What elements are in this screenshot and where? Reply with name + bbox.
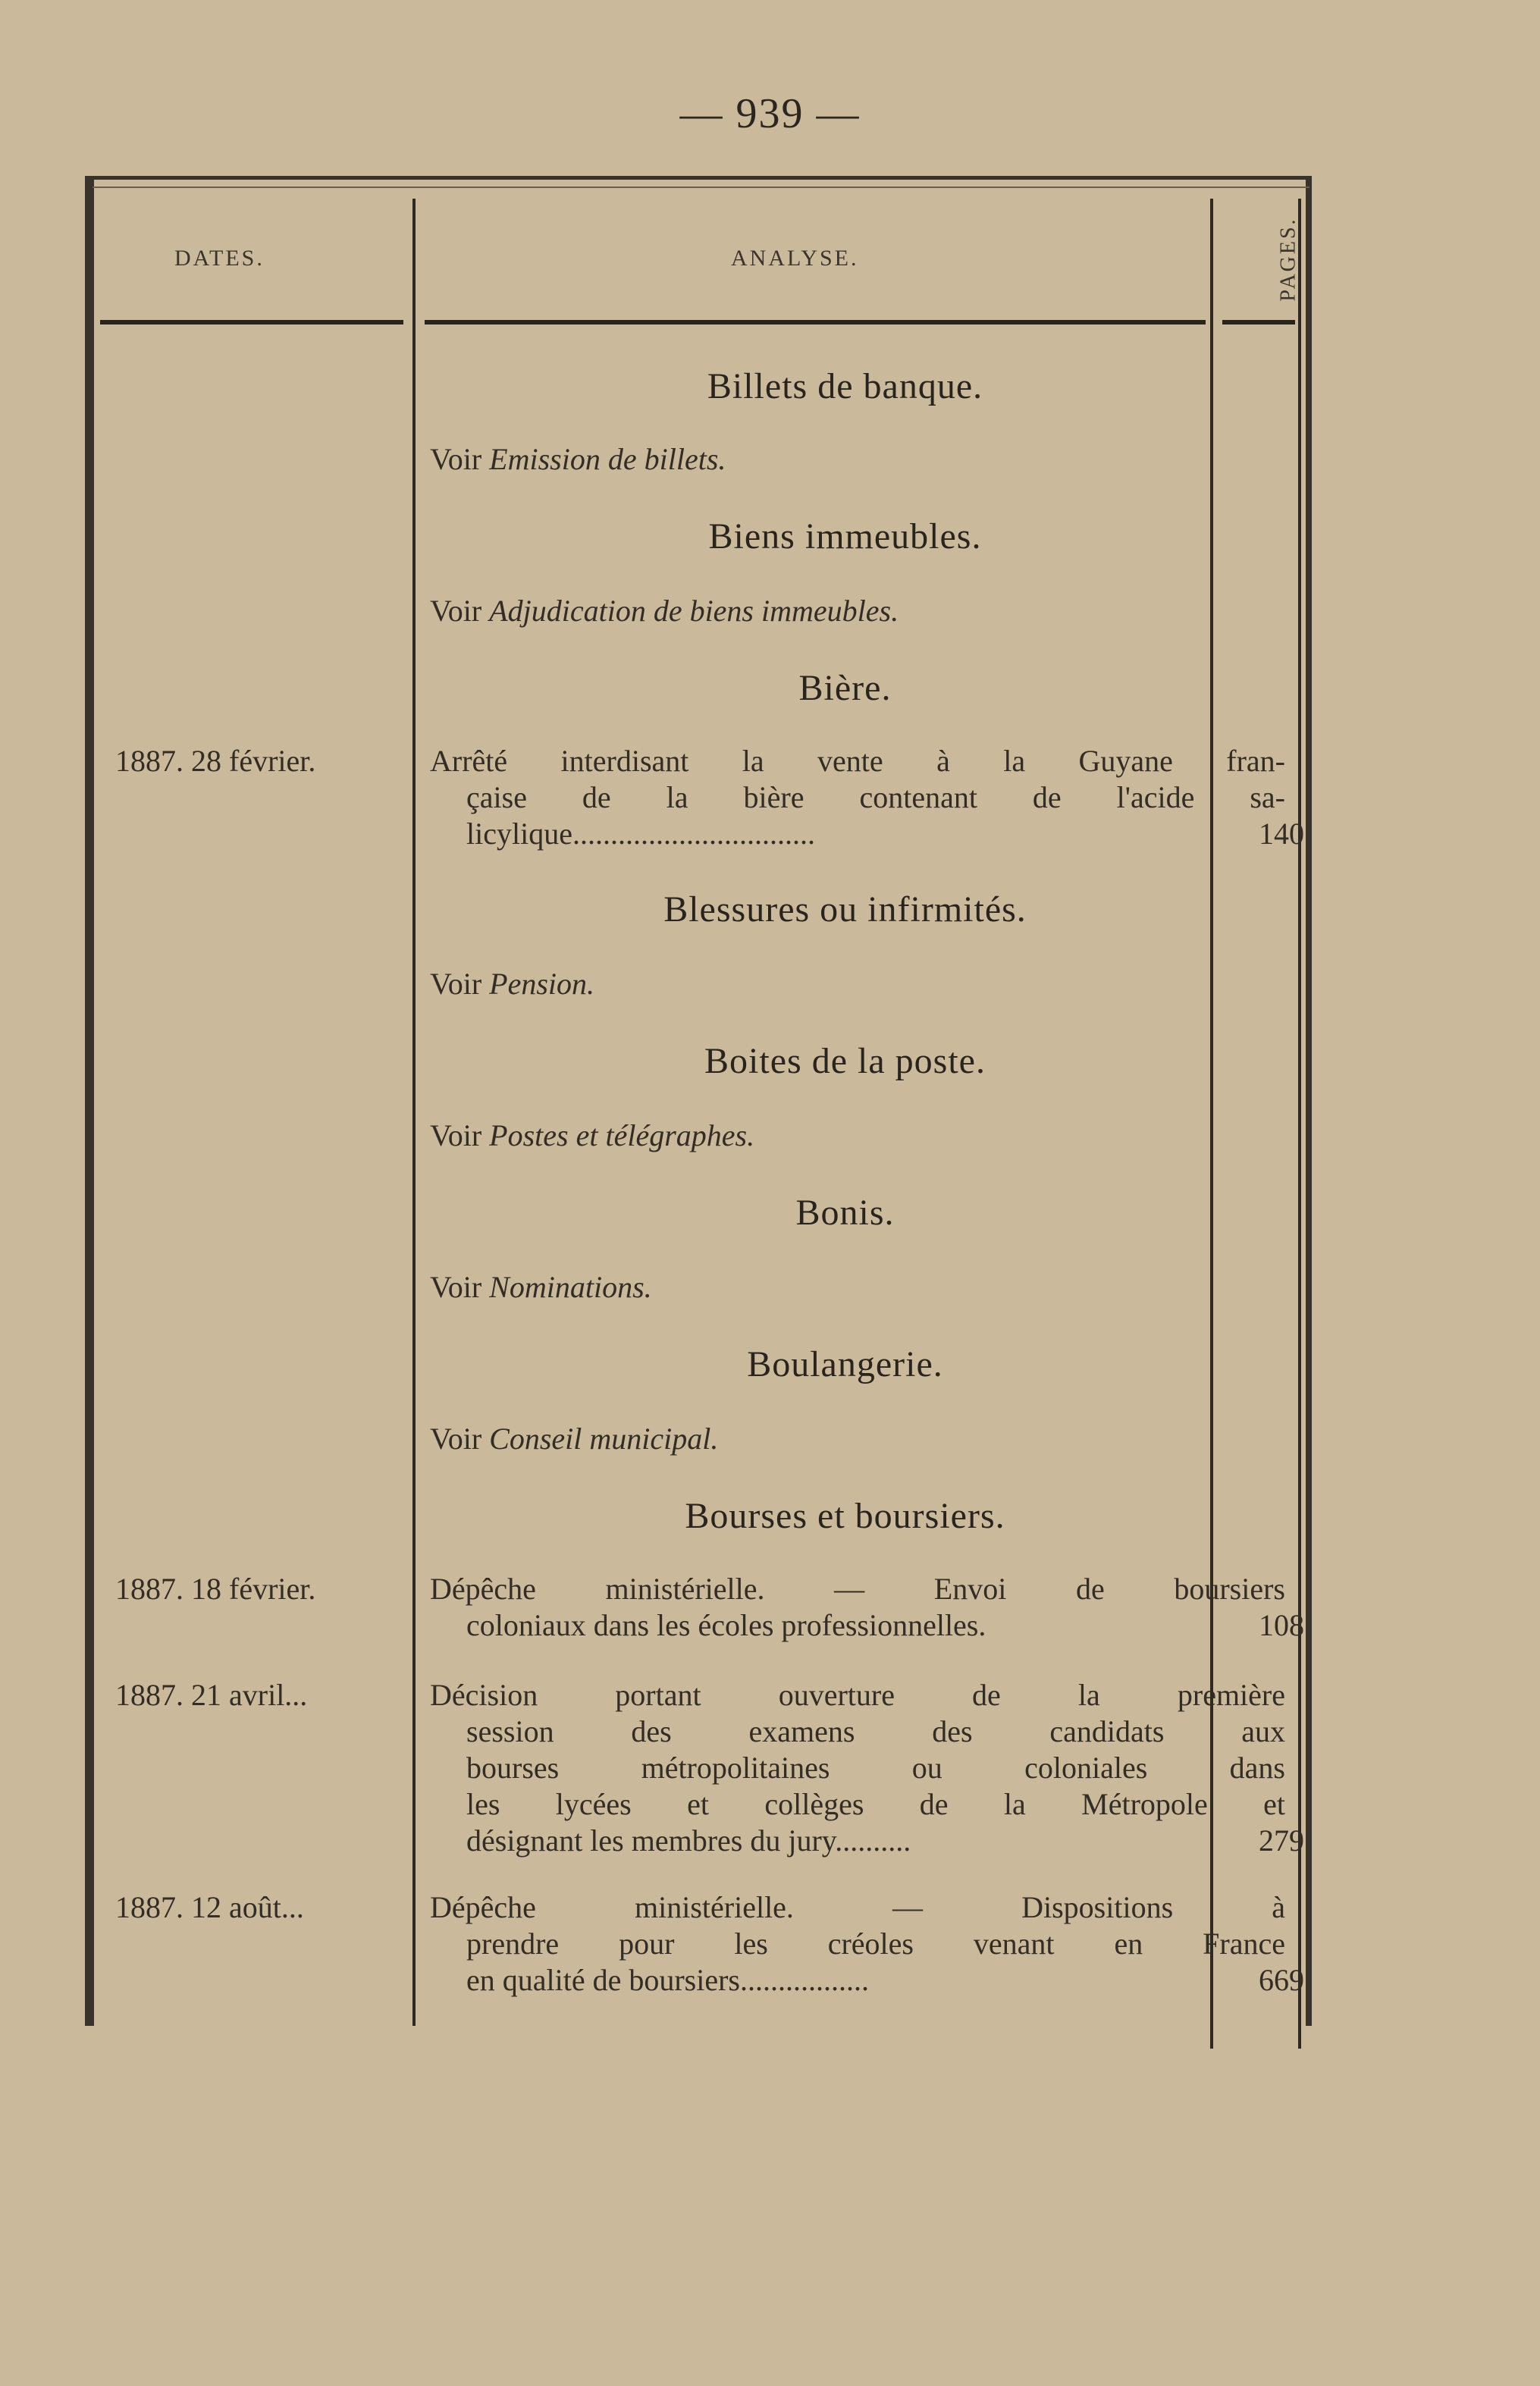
entry-date: 1887. 21 avril...	[115, 1678, 308, 1712]
see-also-reference: Nominations.	[489, 1270, 652, 1304]
header-rule-pages	[1222, 320, 1295, 325]
section-title: Biens immeubles.	[708, 516, 982, 557]
see-also	[430, 441, 726, 477]
header-rule-dates	[100, 320, 403, 325]
entry-text	[430, 1677, 1285, 1859]
entry-date: 1887. 12 août...	[115, 1890, 304, 1924]
see-also-reference: Postes et télégraphes.	[489, 1118, 755, 1152]
see-also-prefix: Voir	[430, 1118, 482, 1152]
entry-text	[430, 1889, 1285, 1999]
page-number: — 939 —	[679, 90, 861, 137]
entry-text	[430, 743, 1285, 852]
table-left-border	[85, 176, 94, 2026]
entry-line: bourses métropolitaines ou coloniales dans	[466, 1751, 1285, 1785]
entry-line: Arrêté interdisant la vente à la Guyane fran-	[430, 744, 1285, 778]
entry-line: çaise de la bière contenant de l'acide sa-	[466, 780, 1285, 814]
table-top-rule-thin	[93, 187, 1309, 188]
see-also-prefix: Voir	[430, 594, 482, 628]
see-also-prefix: Voir	[430, 967, 482, 1001]
entry-text	[430, 1571, 1285, 1644]
entry-line: Dépêche ministérielle. — Dispositions à	[430, 1890, 1285, 1924]
see-also	[430, 593, 899, 629]
entry-line: coloniaux dans les écoles professionnelles.	[466, 1608, 986, 1642]
see-also	[430, 966, 594, 1002]
entry-line: session des examens des candidats aux	[466, 1714, 1285, 1748]
see-also-reference: Pension.	[489, 967, 595, 1001]
section-title: Bière.	[798, 668, 892, 708]
column-divider-pages	[1298, 199, 1301, 2049]
header-pages-label: PAGES.	[1277, 217, 1300, 302]
page-reference: 279	[1259, 1823, 1304, 1858]
entry-line: Décision portant ouverture de la première	[430, 1678, 1285, 1712]
see-also-prefix: Voir	[430, 1422, 482, 1456]
table-right-border	[1306, 176, 1312, 2026]
header-rule-analyse	[425, 320, 1206, 325]
section-title: Billets de banque.	[707, 366, 983, 406]
section-title: Blessures ou infirmités.	[663, 889, 1027, 930]
page-reference: 108	[1259, 1608, 1304, 1642]
entry-line: désignant les membres du jury..........	[466, 1823, 911, 1858]
see-also-reference: Adjudication de biens immeubles.	[489, 594, 899, 628]
entry-line: Dépêche ministérielle. — Envoi de boursiers	[430, 1572, 1285, 1606]
see-also-reference: Conseil municipal.	[489, 1422, 719, 1456]
header-analyse: ANALYSE.	[731, 246, 859, 271]
entry-line: licylique................................	[466, 817, 815, 851]
entry-line: les lycées et collèges de la Métropole et	[466, 1787, 1285, 1821]
entry-line: en qualité de boursiers.................	[466, 1963, 869, 1997]
section-title: Bonis.	[795, 1193, 895, 1233]
see-also	[430, 1269, 652, 1305]
page-reference: 669	[1259, 1963, 1304, 1997]
see-also-prefix: Voir	[430, 442, 482, 476]
header-pages	[1274, 206, 1304, 312]
header-dates: DATES.	[174, 246, 265, 271]
see-also-reference: Emission de billets.	[489, 442, 726, 476]
section-title: Boulangerie.	[747, 1344, 943, 1384]
see-also-prefix: Voir	[430, 1270, 482, 1304]
entry-date: 1887. 18 février.	[115, 1572, 316, 1606]
entry-date: 1887. 28 février.	[115, 744, 316, 778]
see-also	[430, 1118, 754, 1153]
column-divider-dates	[412, 199, 416, 2026]
section-title: Boites de la poste.	[704, 1041, 986, 1081]
section-title: Bourses et boursiers.	[685, 1496, 1005, 1536]
page-reference: 140	[1259, 817, 1304, 851]
table-top-rule	[93, 176, 1309, 180]
entry-line: prendre pour les créoles venant en France	[466, 1927, 1285, 1961]
index-table	[85, 176, 1313, 2026]
see-also	[430, 1421, 718, 1456]
